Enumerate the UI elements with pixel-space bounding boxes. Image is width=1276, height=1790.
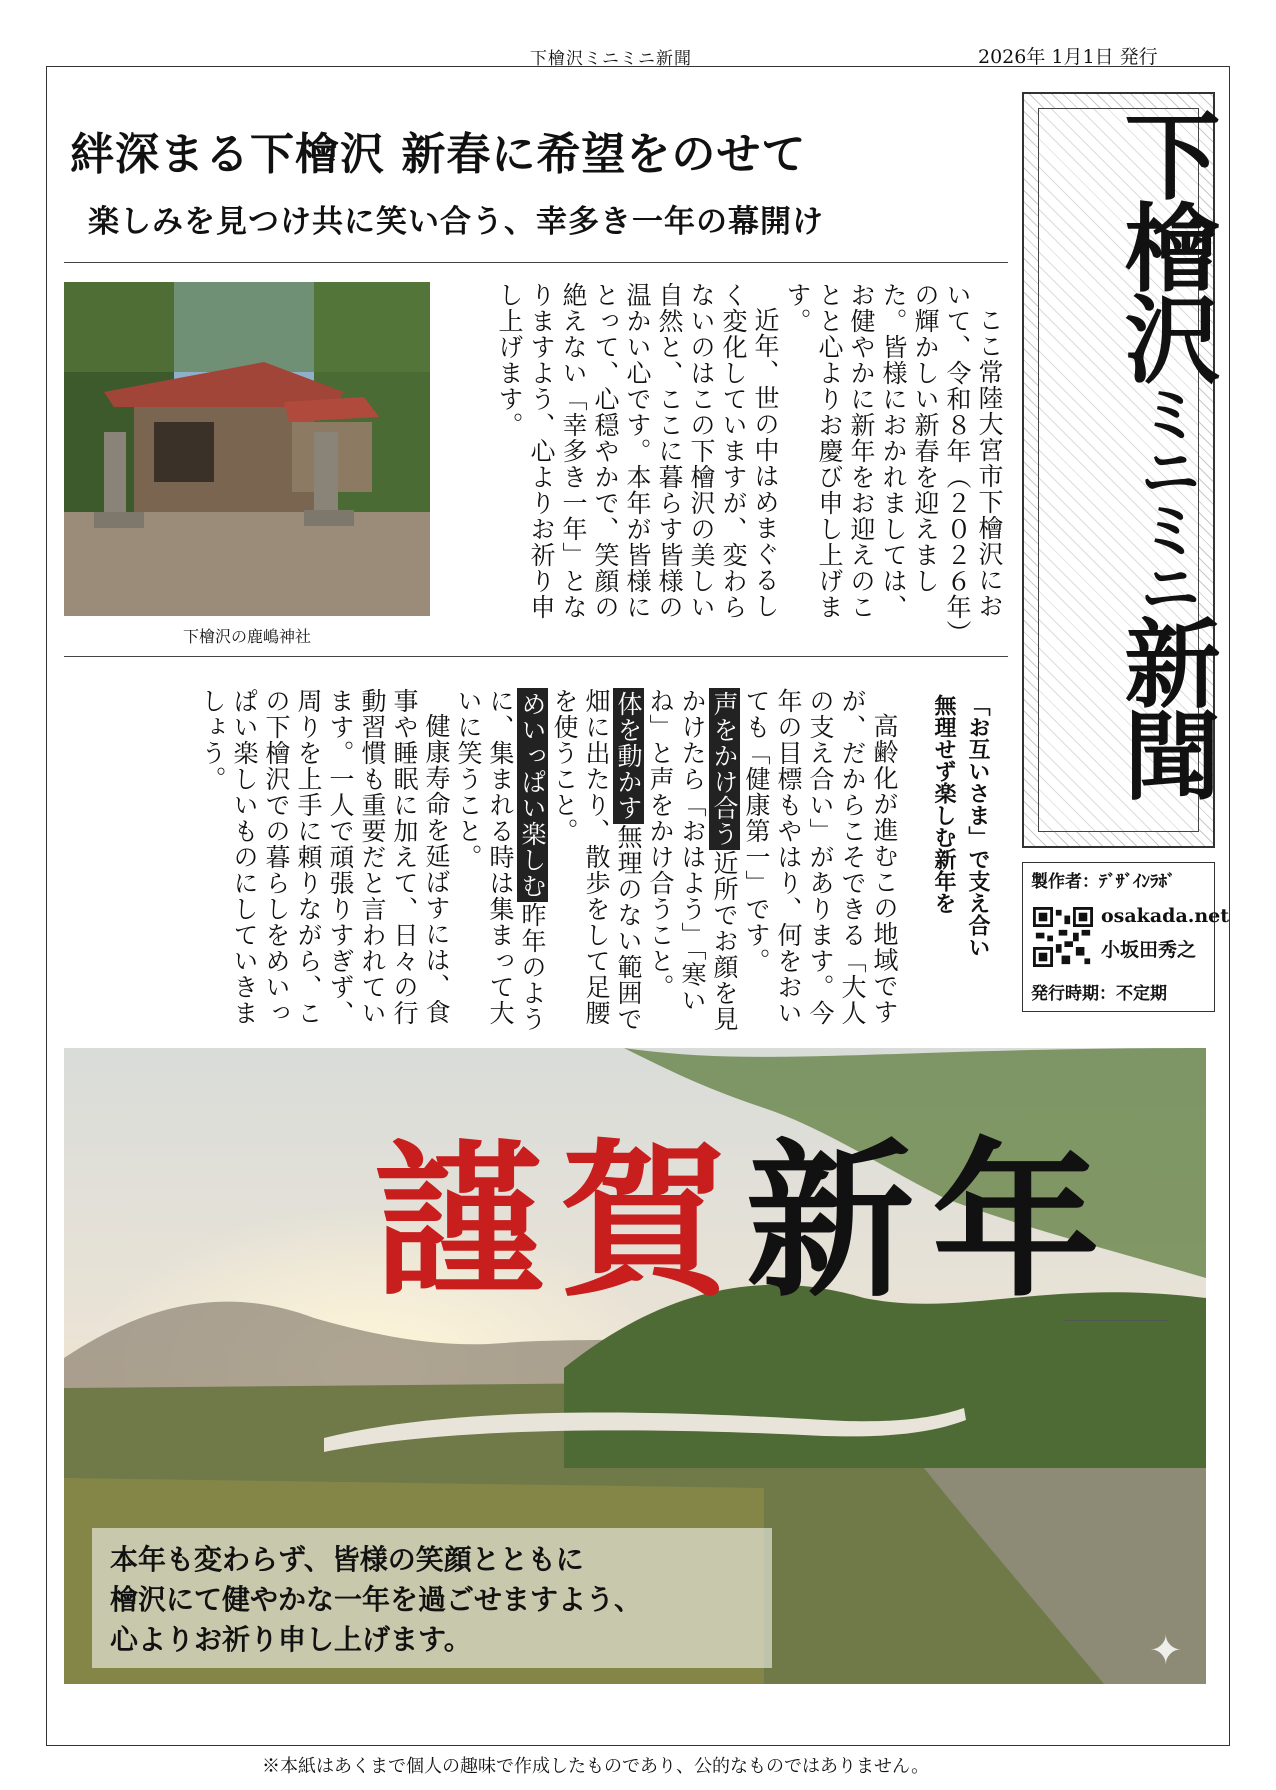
article-mutual-support bbox=[60, 688, 900, 1048]
article2-paragraph: 健康寿命を延ばすには、食事や睡眠に加えて、日々の行動習慣も重要だと言われています。一人で頑張りすぎず、周りを上手に頼りながら、この下檜沢での暮らしをめいっぱい楽しいものにしていきましょう。 bbox=[198, 688, 451, 1026]
footer-disclaimer: ※本紙はあくまで個人の趣味で作成したものであり、公的なものではありません。 bbox=[262, 1756, 930, 1777]
masthead-title bbox=[1024, 106, 1222, 826]
keyword-tag: 声をかけ合う bbox=[709, 688, 740, 850]
main-headline: 絆深まる下檜沢 新春に希望をのせて bbox=[70, 129, 807, 180]
article2-paragraph: 高齢化が進むこの地域ですが、だからこそできる「大人の支え合い」があります。今年の目標もやはり、何をおいても「健康第一」です。 bbox=[742, 688, 899, 1026]
maker-line bbox=[1031, 869, 1206, 895]
sub-headline: 楽しみを見つけ共に笑い合う、幸多き一年の幕開け bbox=[88, 204, 824, 240]
greeting-kinga-shinnen bbox=[374, 1088, 1118, 1329]
shrine-photo bbox=[64, 282, 430, 616]
article2-text: 近所でお顔を見かけたら「おはよう」「寒いね」と声をかけ合うこと。 bbox=[646, 688, 739, 1032]
banner-message-line: 本年も変わらず、皆様の笑顔とともに bbox=[110, 1543, 584, 1576]
masthead-char: 聞 bbox=[1109, 706, 1222, 798]
author-name: 小坂田秀之 bbox=[1101, 939, 1197, 961]
greeting-char: 賀 bbox=[560, 1122, 746, 1320]
sparkle-icon: ✦ bbox=[1149, 1628, 1183, 1674]
maker-name: ﾃﾞｻﾞｲﾝﾗﾎﾞ bbox=[1099, 872, 1176, 892]
period-value: 不定期 bbox=[1116, 984, 1167, 1004]
new-year-banner bbox=[64, 1048, 1206, 1684]
keyword-tag: めいっぱい楽しむ bbox=[517, 688, 548, 902]
credits-box bbox=[1022, 862, 1230, 1012]
issue-date: 2026年 1月1日 発行 bbox=[978, 46, 1158, 68]
banner-divider bbox=[1064, 1320, 1168, 1321]
website-url: osakada.net bbox=[1101, 905, 1230, 927]
subheading-line: 「お互いさま」で支え合い bbox=[965, 694, 990, 958]
maker-label: 製作者： bbox=[1031, 872, 1099, 892]
banner-message-line: 心よりお祈り申し上げます。 bbox=[110, 1623, 472, 1656]
masthead bbox=[1022, 92, 1222, 848]
keyword-tag: 体を動かす bbox=[613, 688, 644, 824]
divider-top bbox=[64, 262, 1008, 263]
period-line bbox=[1031, 981, 1167, 1007]
photo-caption: 下檜沢の鹿嶋神社 bbox=[182, 627, 311, 646]
article2-text: 昨年のように、集まれる時は集まって大いに笑うこと。 bbox=[454, 688, 547, 1032]
greeting-char: 年 bbox=[932, 1122, 1118, 1320]
newspaper-name-header: 下檜沢ミニミニ新聞 bbox=[530, 49, 692, 69]
masthead-char: 沢 bbox=[1109, 290, 1222, 382]
masthead-char: 下 bbox=[1109, 106, 1222, 198]
banner-message-line: 檜沢にて健やかな一年を過ごせますよう、 bbox=[110, 1583, 643, 1616]
greeting-char: 謹 bbox=[374, 1122, 560, 1320]
period-label: 発行時期： bbox=[1031, 984, 1116, 1004]
masthead-char: 檜 bbox=[1109, 198, 1222, 290]
masthead-mini: ミニミニ bbox=[1129, 382, 1202, 614]
qr-code-icon bbox=[1033, 907, 1093, 967]
subheading-line: 無理せず楽しむ新年を bbox=[931, 694, 956, 914]
article2-subheading bbox=[914, 694, 994, 984]
article1-paragraph: ここ常陸大宮市下檜沢において、令和８年（２０２６年）の輝かしい新春を迎えました。皆様におかれましては、お健やかに新年をお迎えのことと心よりお慶び申し上げます。 bbox=[783, 282, 1004, 634]
greeting-char: 新 bbox=[746, 1122, 932, 1320]
banner-message-box bbox=[92, 1528, 772, 1668]
article-new-year-greeting bbox=[445, 282, 1005, 642]
divider-middle bbox=[64, 656, 1008, 657]
masthead-char: 新 bbox=[1109, 614, 1222, 706]
article2-text: 無理のない範囲で畑に出たり、散歩をして足腰を使うこと。 bbox=[550, 688, 643, 1032]
article1-paragraph: 近年、世の中はめまぐるしく変化していますが、変わらないのはこの下檜沢の美しい自然と、ここに暮らす皆様の温かい心です。本年が皆様にとって、心穏やかで、笑顔の絶えない「幸多き一年」となりますよう、心よりお祈り申し上げます。 bbox=[495, 282, 780, 620]
